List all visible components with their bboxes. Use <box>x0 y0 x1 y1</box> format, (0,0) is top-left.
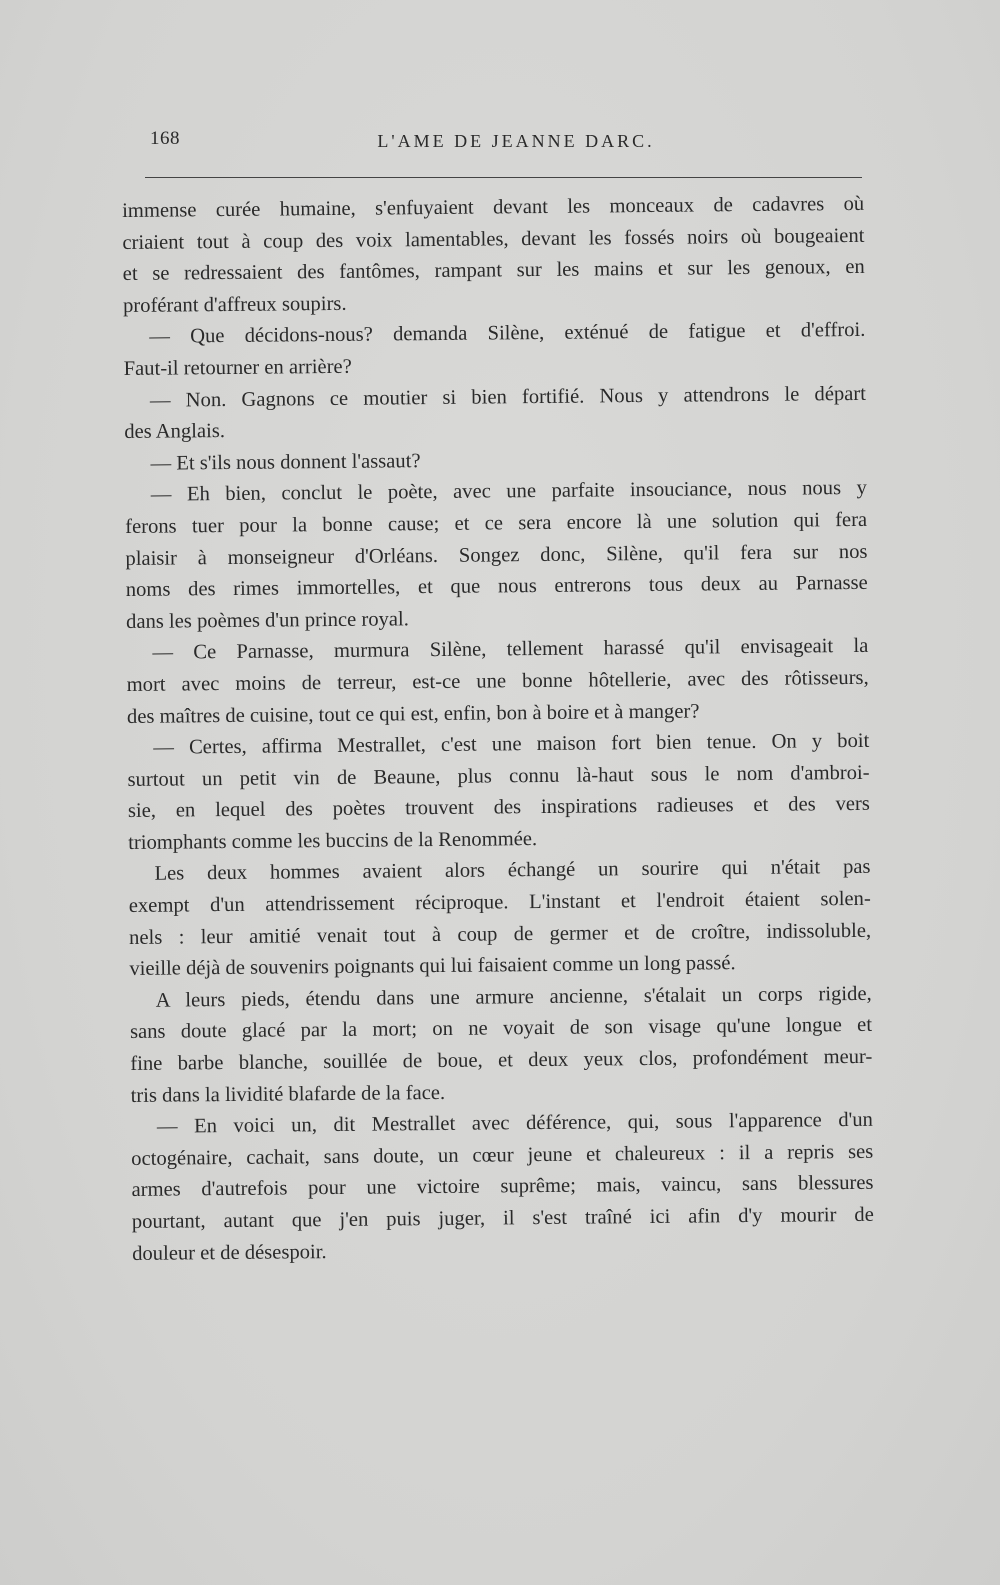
text-line: tris dans la lividité blafarde de la face. <box>130 1081 446 1107</box>
text-line: octogénaire, cachait, sans doute, un cœur jeune et chaleureux : il a repris ses <box>131 1140 874 1170</box>
text-line: et se redressaient des fantômes, rampant sur les mains et sur les genoux, en <box>122 256 865 286</box>
text-line: surtout un petit vin de Beaune, plus connu là-haut sous le nom d'ambroi- <box>127 761 870 791</box>
running-title: L'AME DE JEANNE DARC. <box>377 131 655 151</box>
header-rule <box>145 177 862 178</box>
text-line: A leurs pieds, étendu dans une armure ancienne, s'étalait un corps rigide, <box>155 982 872 1012</box>
text-line: vieille déjà de souvenirs poignants qui lui faisaient comme un long passé. <box>129 952 736 981</box>
text-line: sans doute glacé par la mort; on ne voyait de son visage qu'une longue et <box>129 1014 873 1044</box>
text-line: — En voici un, dit Mestrallet avec déférence, qui, sous l'apparence d'un <box>156 1109 874 1138</box>
text-line: des Anglais. <box>124 420 226 444</box>
page-number: 168 <box>150 128 180 149</box>
text-line: — Non. Gagnons ce moutier si bien fortifié. Nous y attendrons le départ <box>149 382 867 412</box>
text-line: — Ce Parnasse, murmura Silène, tellement harassé qu'il envisageait la <box>152 635 869 665</box>
text-line: proférant d'affreux soupirs. <box>122 292 347 317</box>
text-line: immense curée humaine, s'enfuyaient devant les monceaux de cadavres où <box>122 192 865 222</box>
text-line: ferons tuer pour la bonne cause; et ce sera encore là une solution qui fera <box>125 508 868 538</box>
text-line: des maîtres de cuisine, tout ce qui est, enfin, bon à boire et à manger? <box>126 699 700 728</box>
text-line: criaient tout à coup des voix lamentables, devant les fossés noirs où bougeaient <box>122 224 865 254</box>
text-line: fine barbe blanche, souillée de boue, et deux yeux clos, profondément meur- <box>130 1045 873 1075</box>
text-line: — Et s'ils nous donnent l'assaut? <box>150 449 421 475</box>
text-line: sie, en lequel des poètes trouvent des inspirations radieuses et des vers <box>127 793 870 823</box>
text-line: — Eh bien, conclut le poète, avec une parfaite insouciance, nous nous y <box>150 477 867 507</box>
text-line: Faut-il retourner en arrière? <box>123 355 352 380</box>
text-line: plaisir à monseigneur d'Orléans. Songez donc, Silène, qu'il fera sur nos <box>125 540 868 570</box>
text-line: mort avec moins de terreur, est-ce une bonne hôtellerie, avec des rôtisseurs, <box>126 666 869 696</box>
text-line: — Que décidons-nous? demanda Silène, exténué de fatigue et d'effroi. <box>149 319 866 349</box>
text-line: armes d'autrefois pour une victoire suprême; mais, vaincu, sans blessures <box>131 1172 874 1202</box>
text-line: nels : leur amitié venait tout à coup de germer et de croître, indissoluble, <box>129 919 872 949</box>
text-line: exempt d'un attendrissement réciproque. L'instant et l'endroit étaient solen- <box>128 887 871 918</box>
text-line: pourtant, autant que j'en puis juger, il s'est traîné ici afin d'y mourir de <box>131 1203 874 1233</box>
body-text <box>122 189 874 1270</box>
text-line: triomphants comme les buccins de la Renommée. <box>128 827 538 854</box>
text-line: Les deux hommes avaient alors échangé un sourire qui n'était pas <box>154 856 871 886</box>
page-header <box>150 128 862 158</box>
text-line: douleur et de désespoir. <box>132 1240 327 1265</box>
text-line: dans les poèmes d'un prince royal. <box>125 607 409 633</box>
text-line: noms des rimes immortelles, et que nous entrerons tous deux au Parnasse <box>125 571 868 602</box>
text-line: — Certes, affirma Mestrallet, c'est une maison fort bien tenue. On y boit <box>153 729 870 759</box>
